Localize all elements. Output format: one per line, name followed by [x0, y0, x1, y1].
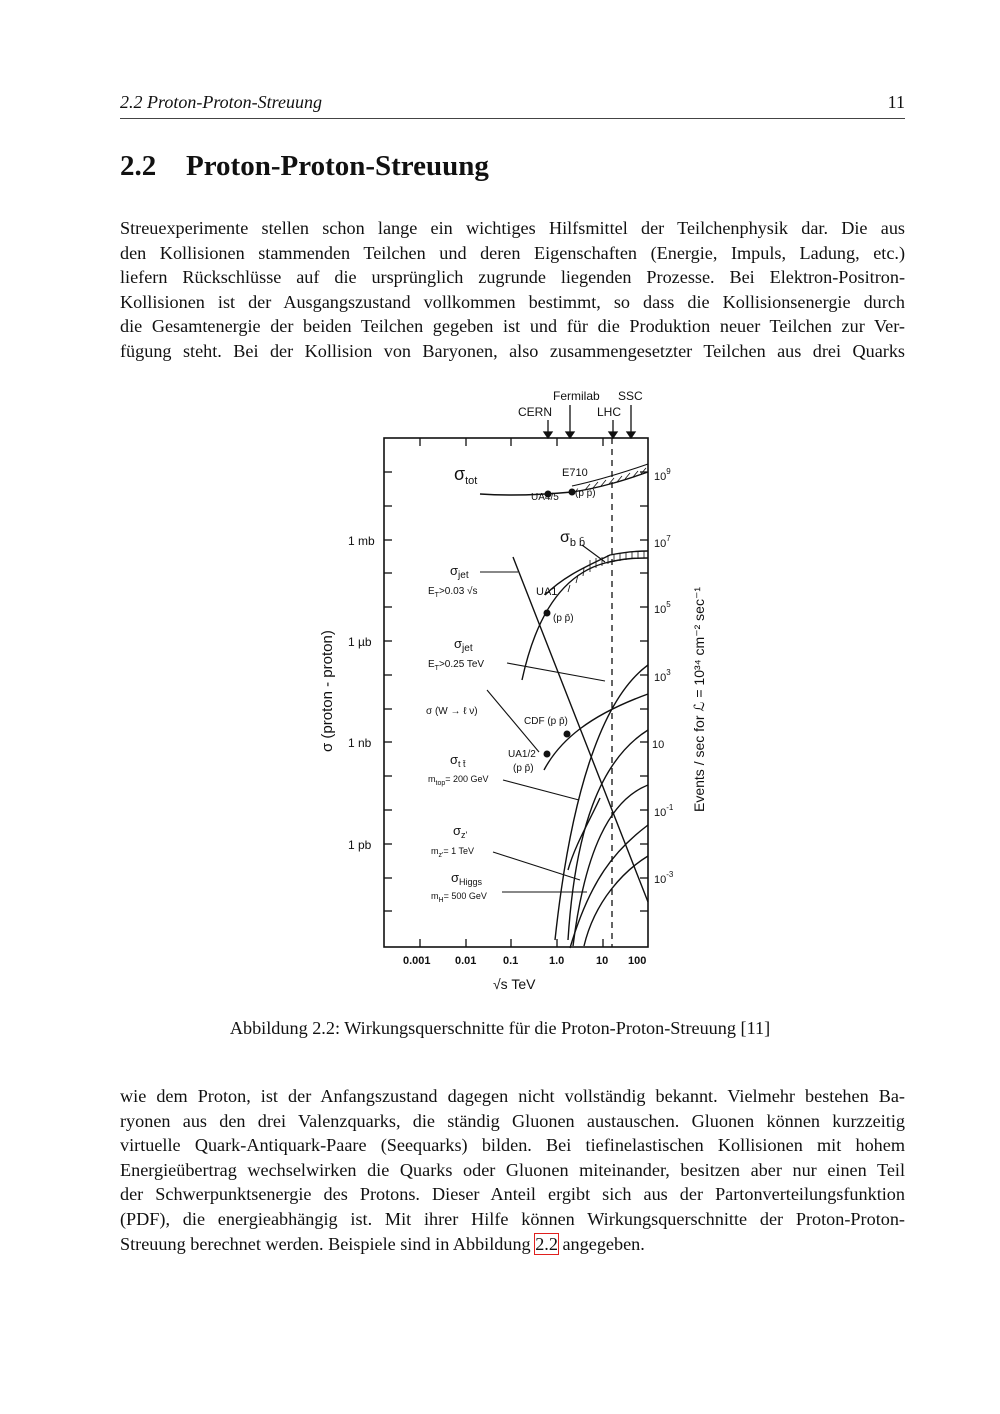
text-line: liefern Rückschlüsse auf die ursprünglich zugrunde liegenden Prozesse. Bei Elektron-Positron- [120, 267, 905, 288]
svg-text:UA1/2: UA1/2 [508, 749, 536, 760]
hatching [568, 468, 646, 592]
svg-text:ET>0.25 TeV: $E_T>0.25$ TeV [428, 659, 485, 672]
svg-text:0.001: 0.001 [403, 955, 431, 967]
svg-text:105: $10^5$ [654, 600, 671, 616]
text-line: Energieübertrag wechselwirken die Quarks oder Gluonen miteinander, besitzen aber nur einen Teil [120, 1159, 905, 1180]
figure-reference-link[interactable]: 2.2 [535, 1233, 558, 1254]
section-number: 2.2 [120, 150, 157, 182]
svg-text:mH= 500 GeV: $m_H= 500$ GeV [431, 891, 487, 904]
svg-text:(p p̄): (p p̄) [513, 763, 534, 774]
svg-text:mtop= 200 GeV: $m_{top}= 200$ GeV [428, 774, 489, 787]
x-axis-label: √s TeV [493, 976, 536, 992]
svg-text:σ (W → ℓ ν): σ (W → ℓ ν) [426, 706, 478, 717]
page-number: 11 [887, 92, 905, 112]
section-heading [120, 150, 489, 183]
left-tick-ub: 1 µb [348, 635, 372, 649]
svg-text:σjet: $\sigma_{jet}$ [454, 636, 473, 654]
text-line: der Schwerpunktsenergie des Protons. Dieser Anteil ergibt sich aus der Partonverteilungsfunktion [120, 1184, 905, 1205]
plot-frame [384, 438, 648, 947]
svg-text:σtot: $\sigma_{tot}$ [454, 464, 478, 487]
left-axis-label: σ (proton - proton) [319, 630, 336, 752]
text-line: virtuelle Quark-Antiquark-Paare (Seequarks) bilden. Bei tiefinelastischen Kollisionen mit hohem [120, 1135, 905, 1156]
label-ssc: SSC [618, 389, 643, 403]
figure-caption: Abbildung 2.2: Wirkungsquerschnitte für die Proton-Proton-Streuung [11] [229, 1018, 771, 1038]
cross-section-chart [300, 380, 720, 1000]
label-fermilab: Fermilab [553, 389, 600, 403]
x-tick-labels [403, 955, 646, 967]
right-axis-label: Events / sec for ℒ = 10³⁴ cm⁻² sec⁻¹ [691, 587, 707, 812]
right-ticks [640, 472, 648, 911]
svg-text:σb b̄: $\sigma_{b b̄}$ [560, 529, 586, 549]
svg-text:0.01: 0.01 [455, 955, 477, 967]
text-line: Streuexperimente stellen schon lange ein wichtiges Hilfsmittel der Teilchenphysik dar. Die aus [120, 218, 905, 238]
text-line-last [120, 1232, 905, 1257]
svg-text:1.0: 1.0 [549, 955, 565, 967]
figure-cross-sections [300, 380, 720, 1000]
text-fragment: Streuung berechnet werden. Beispiele sind in Abbildung [120, 1233, 536, 1254]
text-line: Kollisionen ist der Ausgangszustand vollkommen bestimmt, so dass die Kollisionsenergie durch [120, 291, 905, 312]
svg-text:σHiggs: $\sigma_{Higgs}$ [451, 870, 483, 887]
svg-text:10: 10 [596, 955, 609, 967]
text-line: den Kollisionen stammenden Teilchen und deren Eigenschaften (Energie, Impuls, Ladung, etc.) [120, 242, 905, 263]
left-tick-pb: 1 pb [348, 838, 372, 852]
svg-text:E710: E710 [562, 467, 588, 479]
label-lhc: LHC [597, 405, 622, 419]
svg-text:(p p̄): (p p̄) [553, 613, 574, 624]
svg-text:100: 100 [628, 955, 647, 967]
collider-arrows [544, 405, 635, 438]
svg-text:CDF (p p̄): CDF (p p̄) [524, 716, 568, 727]
paragraph-intro [120, 216, 905, 364]
svg-text:UA4/5: UA4/5 [531, 492, 559, 503]
svg-text:σt t̄: $\sigma_{t t̄}$ [450, 752, 466, 769]
running-header [120, 88, 905, 119]
svg-text:103: $10^3$ [654, 668, 671, 684]
text-fragment: angegeben. [557, 1233, 645, 1254]
svg-text:σz': $\sigma_{z'}$ [453, 823, 468, 840]
svg-text:0.1: 0.1 [503, 955, 519, 967]
svg-text:(p p̄): (p p̄) [575, 488, 596, 499]
text-line: die Gesamtenergie der beiden Teilchen gegeben ist und für die Produktion neuer Teilchen zur Ver- [120, 316, 905, 337]
svg-text:10-1: $10^{-1}$ [654, 803, 674, 819]
running-title: 2.2 Proton-Proton-Streuung [120, 92, 322, 112]
right-tick-labels [652, 467, 674, 886]
svg-text:mz'= 1 TeV: $m_{z'}= 1$ TeV [431, 846, 474, 859]
label-cern: CERN [518, 405, 553, 419]
text-line: (PDF), die energieabhängig ist. Mit ihrer Hilfe können Wirkungsquerschnitte der Proton-Proton- [120, 1208, 905, 1229]
svg-text:10-3: $10^{-3}$ [654, 870, 674, 886]
svg-text:109: $10^9$ [654, 467, 671, 483]
text-line: ryonen aus den drei Valenzquarks, die ständig Gluonen austauschen. Gluonen können kurzzeitig [120, 1110, 905, 1131]
text-line: fügung steht. Bei der Kollision von Baryonen, also zusammengesetzter Teilchen aus drei Quarks [120, 340, 905, 361]
svg-text:107: $10^7$ [654, 534, 671, 550]
text-line: wie dem Proton, ist der Anfangszustand dagegen nicht vollständig bekannt. Vielmehr bestehen Ba- [120, 1086, 905, 1106]
svg-text:ET>0.03 √s: $E_T>0.03$ √s [428, 586, 478, 599]
left-tick-mb: 1 mb [348, 534, 375, 548]
section-title: Proton-Proton-Streuung [186, 150, 489, 182]
svg-text:10: 10 [652, 739, 665, 751]
paragraph-continuation [120, 1084, 905, 1256]
svg-text:UA1: UA1 [536, 586, 558, 598]
svg-text:σjet: $\sigma_{jet}$ [450, 563, 469, 581]
left-ticks [384, 472, 392, 911]
left-tick-nb: 1 nb [348, 736, 372, 750]
